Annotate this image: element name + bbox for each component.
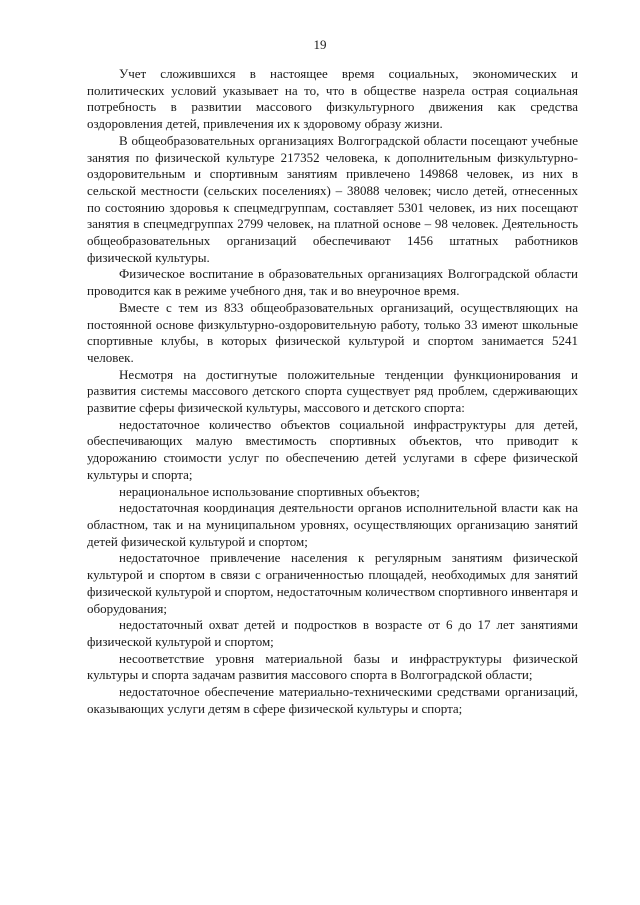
paragraph-intro: Учет сложившихся в настоящее время социальных, экономических и политических условий указывает на то, что в обществе назрела острая социальная потребность в развитии массового физкультурного движения как средства оздоровления детей, привлечения их к здоровому образу жизни. xyxy=(87,66,578,132)
list-item-coordination: недостаточная координация деятельности органов исполнительной власти как на областном, так и на муниципальном уровнях, осуществляющих организацию занятий детей физической культурой и спортом; xyxy=(87,500,578,549)
body-text xyxy=(87,66,578,717)
list-item-material-base: несоответствие уровня материальной базы и инфраструктуры физической культуры и спорта задачам развития массового спорта в Волгоградской области; xyxy=(87,650,578,683)
list-item-equipment-provision: недостаточное обеспечение материально-техническими средствами организаций, оказывающих услуги детям в сфере физической культуры и спорта; xyxy=(87,684,578,716)
paragraph-physical-education: Физическое воспитание в образовательных организациях Волгоградской области проводится как в режиме учебного дня, так и во внеурочное время. xyxy=(87,266,578,299)
list-item-irrational-use: нерациональное использование спортивных объектов; xyxy=(119,483,420,499)
list-item-infrastructure: недостаточное количество объектов социальной инфраструктуры для детей, обеспечивающих малую вместимость спортивных объектов, что приводит к удорожанию стоимости услуг по обеспечению детей услугами в сфере физической культуры и спорта; xyxy=(87,416,578,482)
list-item-population-engagement: недостаточное привлечение населения к регулярным занятиям физической культурой и спортом в связи с ограниченностью площадей, необходимых для занятий физической культурой и спортом, недостаточным количеством спортивного инвентаря и оборудования; xyxy=(87,550,578,616)
paragraph-statistics: В общеобразовательных организациях Волгоградской области посещают учебные занятия по физической культуре 217352 человека, к дополнительным физкультурно-оздоровительным и спортивным занятиям привлечено 149868 человек, из них в сельской местности (сельских поселениях) – 38088 человек; число детей, отнесенных по состоянию здоровья к спецмедгруппам, составляет 5301 человек, из них посещают занятия в спецмедгруппах 2799 человек, на платной основе – 98 человек. Деятельность общеобразовательных организаций обеспечивают 1456 штатных работников физической культуры. xyxy=(87,132,578,265)
page-number: 19 xyxy=(313,37,327,52)
paragraph-problems-intro: Несмотря на достигнутые положительные тенденции функционирования и развития системы массового детского спорта существует ряд проблем, сдерживающих развитие сферы физической культуры, массового и детского спорта: xyxy=(87,366,578,416)
paragraph-sports-clubs: Вместе с тем из 833 общеобразовательных организаций, осуществляющих на постоянной основе физкультурно-оздоровительную работу, только 33 имеют школьные спортивные клубы, в которых физической культурой и спортом занимается 5241 человек. xyxy=(87,299,578,365)
list-item-coverage: недостаточный охват детей и подростков в возрасте от 6 до 17 лет занятиями физической культурой и спортом; xyxy=(87,617,578,649)
